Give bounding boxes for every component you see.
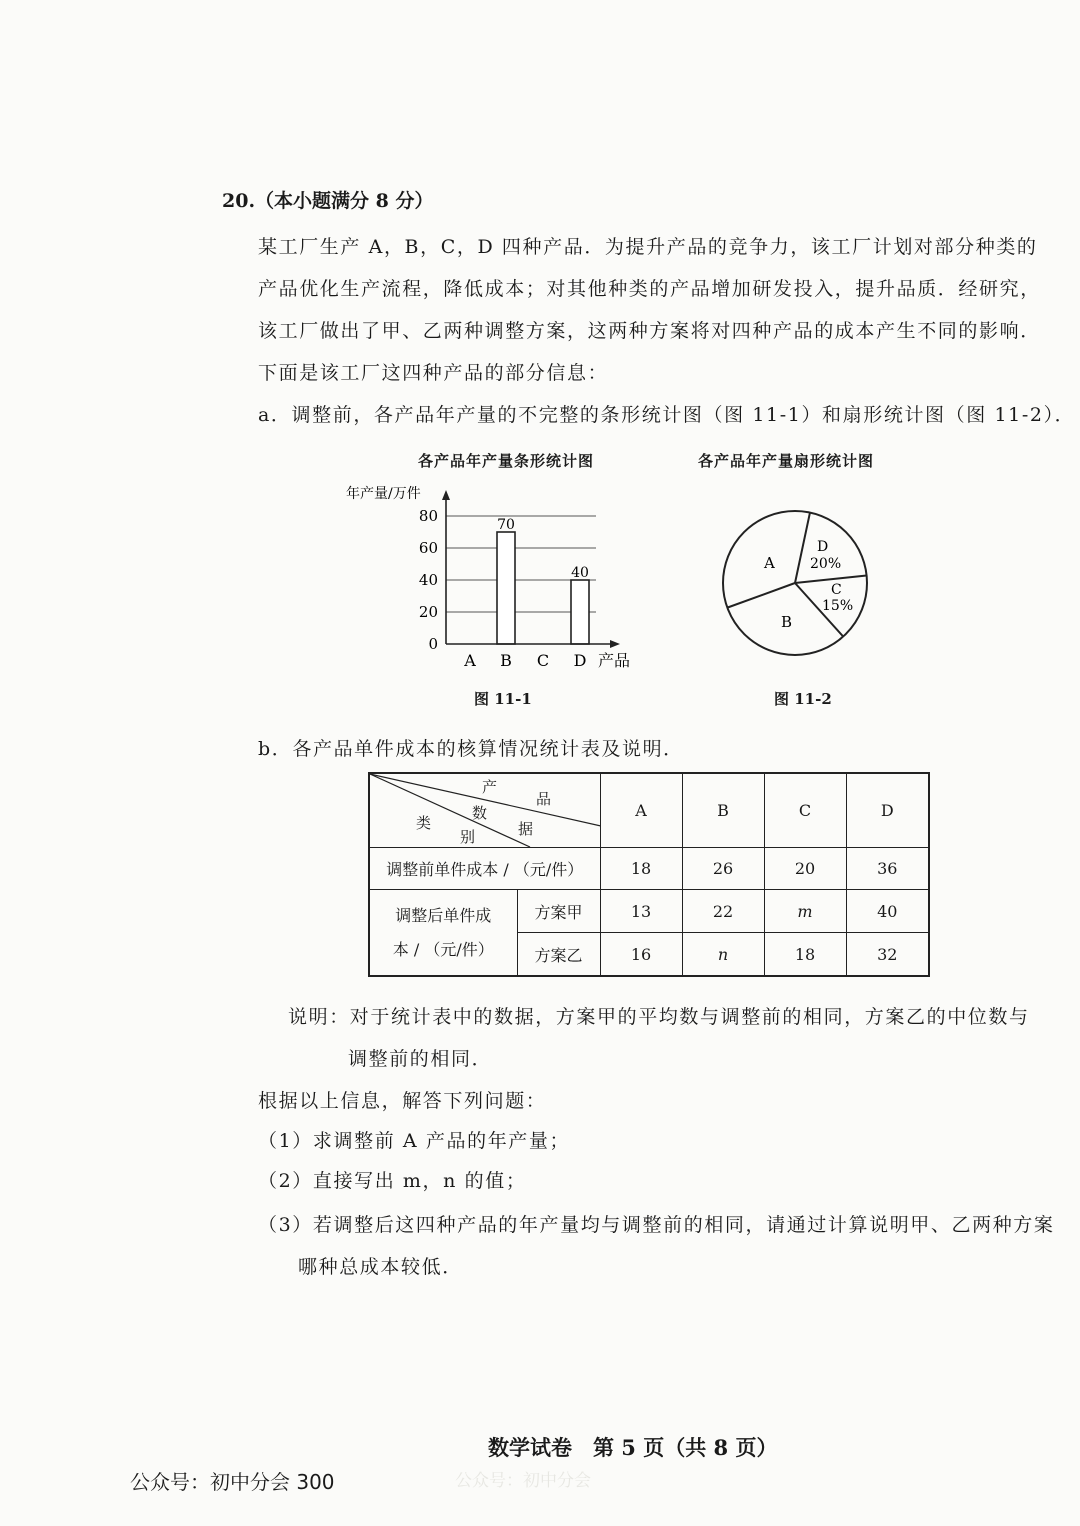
corner-text-pin: 品 bbox=[536, 790, 552, 808]
cell-plan-b-c: 18 bbox=[764, 933, 846, 977]
pie-label-d: D bbox=[817, 539, 829, 555]
after-label-line2: 本 / （元/件） bbox=[392, 939, 494, 959]
cell-before-c: 20 bbox=[764, 848, 846, 890]
intro-line-3: 该工厂做出了甲、乙两种调整方案，这两种方案将对四种产品的成本产生不同的影响． bbox=[258, 320, 1041, 342]
bar-chart-title: 各产品年产量条形统计图 bbox=[418, 452, 595, 470]
row-label-before: 调整前单件成本 / （元/件） bbox=[369, 848, 600, 890]
intro-line-4: 下面是该工厂这四种产品的部分信息： bbox=[258, 362, 609, 384]
bar-xtick-d: D bbox=[573, 651, 587, 670]
corner-text-lei: 类 bbox=[416, 814, 432, 832]
sub-question-3-cont: 哪种总成本较低． bbox=[298, 1256, 463, 1278]
bar-label-b: 70 bbox=[497, 517, 515, 533]
pie-chart-title: 各产品年产量扇形统计图 bbox=[698, 452, 875, 470]
bar-d bbox=[571, 580, 589, 644]
after-label-line1: 调整后单件成 bbox=[395, 905, 492, 925]
watermark-left: 公众号：初中分会 300 bbox=[130, 1470, 335, 1494]
sub-question-1: （1）求调整前 A 产品的年产量； bbox=[258, 1130, 571, 1152]
note-line-1: 说明：对于统计表中的数据，方案甲的平均数与调整前的相同，方案乙的中位数与 bbox=[288, 1006, 1030, 1028]
note-line-2: 调整前的相同． bbox=[348, 1048, 493, 1070]
prompt-text: 根据以上信息，解答下列问题： bbox=[258, 1090, 547, 1112]
bar-ytick-60: 60 bbox=[418, 539, 438, 557]
sub-question-2: （2）直接写出 m，n 的值； bbox=[258, 1170, 527, 1192]
cell-before-d: 36 bbox=[846, 848, 929, 890]
pie-label-c: C bbox=[831, 582, 842, 598]
bar-ytick-20: 20 bbox=[418, 603, 438, 621]
bar-x-axis-arrow bbox=[610, 640, 620, 648]
bar-ytick-0: 0 bbox=[428, 635, 438, 653]
bar-b bbox=[497, 532, 515, 644]
corner-text-bie: 别 bbox=[460, 828, 476, 846]
pie-chart-caption: 图 11-2 bbox=[774, 690, 832, 708]
bar-ytick-80: 80 bbox=[418, 507, 438, 525]
question-number-title: 20.（本小题满分 8 分） bbox=[222, 190, 434, 212]
cell-plan-a-b: 22 bbox=[682, 890, 764, 933]
page-footer: 数学试卷 第 5 页（共 8 页） bbox=[488, 1435, 778, 1460]
item-b-text: b．各产品单件成本的核算情况统计表及说明． bbox=[258, 738, 684, 760]
cell-plan-b-a: 16 bbox=[600, 933, 682, 977]
bar-xtick-a: A bbox=[464, 651, 476, 670]
cost-table bbox=[368, 772, 930, 977]
cell-plan-a-d: 40 bbox=[846, 890, 929, 933]
bar-chart-ylabel: 年产量/万件 bbox=[346, 486, 421, 502]
bar-chart-caption: 图 11-1 bbox=[474, 690, 532, 708]
bar-chart-xlabel: 产品 bbox=[598, 651, 631, 670]
plan-a-label: 方案甲 bbox=[517, 890, 600, 933]
table-corner-cell bbox=[369, 773, 600, 848]
corner-text-shu: 数 bbox=[472, 804, 488, 822]
cell-plan-a-c: m bbox=[764, 890, 846, 933]
bar-label-d: 40 bbox=[571, 565, 589, 581]
pie-percent-c: 15% bbox=[822, 598, 854, 614]
intro-line-2: 产品优化生产流程，降低成本；对其他种类的产品增加研发投入，提升品质．经研究， bbox=[258, 278, 1041, 300]
col-header-b: B bbox=[682, 773, 764, 848]
sub-question-3: （3）若调整后这四种产品的年产量均与调整前的相同，请通过计算说明甲、乙两种方案 bbox=[258, 1214, 1055, 1236]
pie-chart bbox=[716, 488, 876, 688]
corner-text-ju: 据 bbox=[518, 820, 534, 838]
corner-text-chan: 产 bbox=[482, 778, 498, 796]
pie-divider-left bbox=[727, 583, 795, 608]
watermark-center: 公众号：初中分会 bbox=[455, 1471, 591, 1491]
cell-plan-a-a: 13 bbox=[600, 890, 682, 933]
col-header-a: A bbox=[600, 773, 682, 848]
pie-divider-top bbox=[795, 513, 810, 583]
pie-label-b: B bbox=[781, 613, 793, 631]
pie-percent-d: 20% bbox=[810, 556, 842, 572]
plan-b-label: 方案乙 bbox=[517, 933, 600, 977]
bar-ytick-40: 40 bbox=[418, 571, 438, 589]
bar-xtick-c: C bbox=[536, 651, 550, 670]
bar-xtick-b: B bbox=[500, 651, 512, 670]
col-header-c: C bbox=[764, 773, 846, 848]
bar-chart bbox=[340, 478, 640, 678]
cell-before-b: 26 bbox=[682, 848, 764, 890]
intro-line-1: 某工厂生产 A，B，C，D 四种产品．为提升产品的竞争力，该工厂计划对部分种类的 bbox=[258, 236, 1038, 258]
item-a-text: a．调整前，各产品年产量的不完整的条形统计图（图 11-1）和扇形统计图（图 11-2）． bbox=[258, 404, 1076, 426]
cell-plan-b-b: n bbox=[682, 933, 764, 977]
pie-label-a: A bbox=[764, 554, 775, 572]
cell-before-a: 18 bbox=[600, 848, 682, 890]
cell-plan-b-d: 32 bbox=[846, 933, 929, 977]
row-label-after bbox=[369, 890, 517, 977]
col-header-d: D bbox=[846, 773, 929, 848]
bar-y-axis-arrow bbox=[442, 490, 450, 500]
